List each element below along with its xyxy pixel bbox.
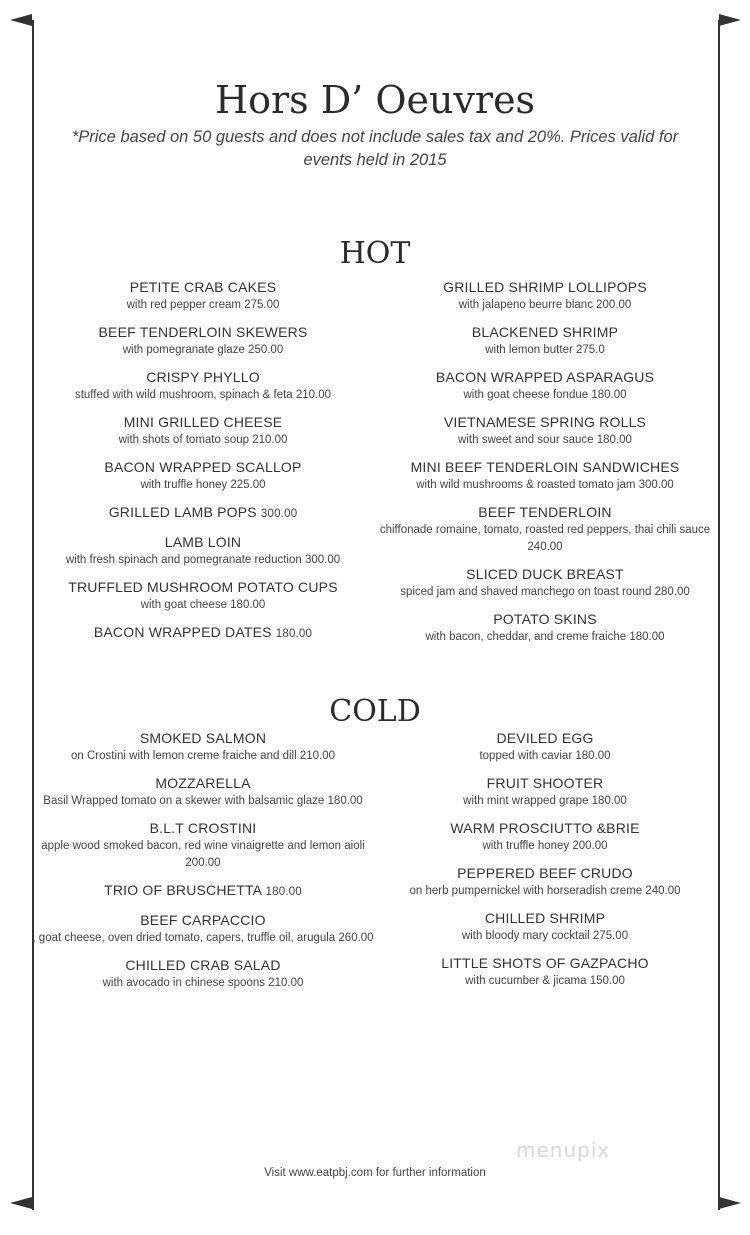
menu-item-description: with jalapeno beurre blanc 200.00 <box>458 299 632 311</box>
menu-item <box>28 323 378 359</box>
menu-item-name <box>28 911 378 930</box>
menu-item <box>28 278 378 314</box>
menu-item-name-text: DEVILED EGG <box>496 730 594 746</box>
menu-item-name-text: MINI BEEF TENDERLOIN SANDWICHES <box>410 459 680 475</box>
menu-item-description: with sweet and sour sauce 180.00 <box>458 434 632 446</box>
menu-item-name-text: FRUIT SHOOTER <box>486 775 604 791</box>
menu-item-description: with fresh spinach and pomegranate reduction 300.00 <box>65 554 341 566</box>
menu-item-description: with mint wrapped grape 180.00 <box>463 795 627 807</box>
menu-item <box>370 819 720 855</box>
menu-item-name-text: CRISPY PHYLLO <box>146 369 260 385</box>
menu-item-description: with goat cheese fondue 180.00 <box>463 389 627 401</box>
menu-item-name-text: GRILLED SHRIMP LOLLIPOPS <box>443 279 647 295</box>
menu-item-name <box>370 729 720 748</box>
menu-item-name-text: TRUFFLED MUSHROOM POTATO CUPS <box>68 579 338 595</box>
menu-item-price: 180.00 <box>265 886 302 898</box>
menu-item-name-text: VIETNAMESE SPRING ROLLS <box>443 414 647 430</box>
menu-item-name <box>28 729 378 748</box>
menu-item-name-text: LAMB LOIN <box>164 534 242 550</box>
menu-item-name-text: BEEF TENDERLOIN SKEWERS <box>98 324 308 340</box>
menu-item-description: , goat cheese, oven dried tomato, capers, truffle oil, arugula 260.00 <box>32 932 374 944</box>
menu-item <box>370 729 720 765</box>
hot-heading: HOT <box>339 236 411 271</box>
menu-item-description: on Crostini with lemon creme fraiche and dill 210.00 <box>71 750 335 762</box>
bottom-right-arrow-icon <box>719 1197 741 1209</box>
menu-item <box>370 458 720 494</box>
footer-note: Visit www.eatpbj.com for further information <box>264 1167 486 1179</box>
menu-item-name <box>370 458 720 477</box>
menu-item-name-text: WARM PROSCIUTTO &BRIE <box>450 820 640 836</box>
menu-item-name-text: SLICED DUCK BREAST <box>466 566 624 582</box>
menu-item-name <box>370 819 720 838</box>
menu-item-name-text: BACON WRAPPED DATES <box>93 624 272 640</box>
menu-item-description: with avocado in chinese spoons 210.00 <box>102 977 304 989</box>
menu-item <box>28 956 378 992</box>
menu-item-description: Basil Wrapped tomato on a skewer with balsamic glaze 180.00 <box>43 795 363 807</box>
menu-item <box>28 533 378 569</box>
menu-item-description: with truffle honey 200.00 <box>482 840 608 852</box>
menu-item <box>28 578 378 614</box>
menu-item <box>28 503 378 524</box>
menu-item-name <box>370 503 720 522</box>
menu-item-name-text: SMOKED SALMON <box>139 730 267 746</box>
menu-item-name <box>28 413 378 432</box>
menu-item-name-text: POTATO SKINS <box>493 611 597 627</box>
menu-item-description: with cucumber & jicama 150.00 <box>465 975 625 987</box>
menu-item-name-text: CHILLED SHRIMP <box>484 910 606 926</box>
menu-item <box>370 368 720 404</box>
menu-item-name-text: BEEF CARPACCIO <box>140 912 266 928</box>
menu-item-name <box>28 578 378 597</box>
menu-item <box>28 458 378 494</box>
menu-item-name-text: BLACKENED SHRIMP <box>471 324 619 340</box>
menu-item-name <box>28 774 378 793</box>
menu-item-description: spiced jam and shaved manchego on toast round 280.00 <box>400 586 690 598</box>
menu-item-name <box>370 864 720 883</box>
menu-item-name-text: BEEF TENDERLOIN <box>478 504 612 520</box>
menu-item-name <box>370 774 720 793</box>
menu-item-name <box>370 413 720 432</box>
menu-item-name-text: LITTLE SHOTS OF GAZPACHO <box>441 955 649 971</box>
menu-item-price: 300.00 <box>260 508 298 520</box>
menu-item-name-text: PEPPERED BEEF CRUDO <box>457 865 633 881</box>
menu-item-name <box>28 623 378 644</box>
menu-item-name <box>28 323 378 342</box>
menu-item-name <box>370 610 720 629</box>
cold-left-column <box>28 729 378 1001</box>
menu-item-description: with bloody mary cocktail 275.00 <box>461 930 629 942</box>
menu-item <box>28 413 378 449</box>
menu-item-name <box>28 956 378 975</box>
menu-item <box>370 610 720 646</box>
menu-item <box>28 623 378 644</box>
top-left-arrow-icon <box>10 14 32 26</box>
menu-item-description: with red pepper cream 275.00 <box>126 299 280 311</box>
menu-item-name <box>370 954 720 973</box>
page-title: Hors D’ Oeuvres <box>214 78 536 122</box>
menu-item <box>370 278 720 314</box>
cold-heading: COLD <box>329 694 421 729</box>
menu-item-name-text: BACON WRAPPED SCALLOP <box>104 459 302 475</box>
menu-item-description: topped with caviar 180.00 <box>479 750 611 762</box>
menu-item-name <box>370 368 720 387</box>
menu-item <box>370 909 720 945</box>
menu-item-name <box>28 458 378 477</box>
menu-item <box>28 729 378 765</box>
menu-item <box>370 323 720 359</box>
menu-item-description: with truffle honey 225.00 <box>140 479 266 491</box>
menu-item-name <box>370 278 720 297</box>
price-note: *Price based on 50 guests and does not include sales tax and 20%. Prices valid for events held in 2015 <box>71 128 679 169</box>
menu-item <box>28 911 378 947</box>
menu-item-description: stuffed with wild mushroom, spinach & feta 210.00 <box>74 389 332 401</box>
menu-item-name <box>28 533 378 552</box>
menu-item <box>370 864 720 900</box>
menu-item-name <box>370 565 720 584</box>
menupix-watermark: menupix <box>516 1138 611 1162</box>
menu-item-name-text: TRIO OF BRUSCHETTA <box>104 882 262 898</box>
menu-item-name <box>28 503 378 524</box>
menu-item-name <box>370 323 720 342</box>
menu-item <box>28 881 378 902</box>
menu-item-price: 180.00 <box>275 628 313 640</box>
menu-item-name-text: MOZZARELLA <box>155 775 251 791</box>
menu-item-description: with wild mushrooms & roasted tomato jam 300.00 <box>416 479 674 491</box>
menu-item <box>370 503 720 556</box>
hot-right-column <box>370 278 720 655</box>
hot-left-column <box>28 278 378 653</box>
menu-item <box>28 774 378 810</box>
menu-item-description: with lemon butter 275.0 <box>485 344 605 356</box>
menu-item <box>370 565 720 601</box>
top-right-arrow-icon <box>719 14 741 26</box>
menu-item <box>370 774 720 810</box>
menu-item <box>28 819 378 872</box>
menu-item-description: chiffonade romaine, tomato, roasted red peppers, thai chili sauce 240.00 <box>379 524 711 553</box>
menu-item-description: on herb pumpernickel with horseradish creme 240.00 <box>409 885 681 897</box>
menu-item-description: with shots of tomato soup 210.00 <box>118 434 288 446</box>
menu-item-description: with goat cheese 180.00 <box>140 599 266 611</box>
menu-item-name <box>370 909 720 928</box>
bottom-left-arrow-icon <box>10 1197 32 1209</box>
menu-item-description: with pomegranate glaze 250.00 <box>122 344 284 356</box>
menu-item-name <box>28 819 378 838</box>
menu-item-description: with bacon, cheddar, and creme fraiche 180.00 <box>425 631 665 643</box>
menu-item-name <box>28 881 378 902</box>
menu-item-name <box>28 278 378 297</box>
menu-item <box>28 368 378 404</box>
menu-item <box>370 413 720 449</box>
menu-item-name-text: CHILLED CRAB SALAD <box>125 957 281 973</box>
menu-item-description: apple wood smoked bacon, red wine vinaigrette and lemon aioli 200.00 <box>41 840 365 869</box>
menu-item <box>370 954 720 990</box>
menu-item-name-text: GRILLED LAMB POPS <box>108 504 257 520</box>
menu-item-name-text: BACON WRAPPED ASPARAGUS <box>435 369 655 385</box>
menu-item-name <box>28 368 378 387</box>
menu-item-name-text: PETITE CRAB CAKES <box>129 279 277 295</box>
menu-item-name-text: B.L.T CROSTINI <box>149 820 257 836</box>
cold-right-column <box>370 729 720 999</box>
menu-item-name-text: MINI GRILLED CHEESE <box>123 414 283 430</box>
